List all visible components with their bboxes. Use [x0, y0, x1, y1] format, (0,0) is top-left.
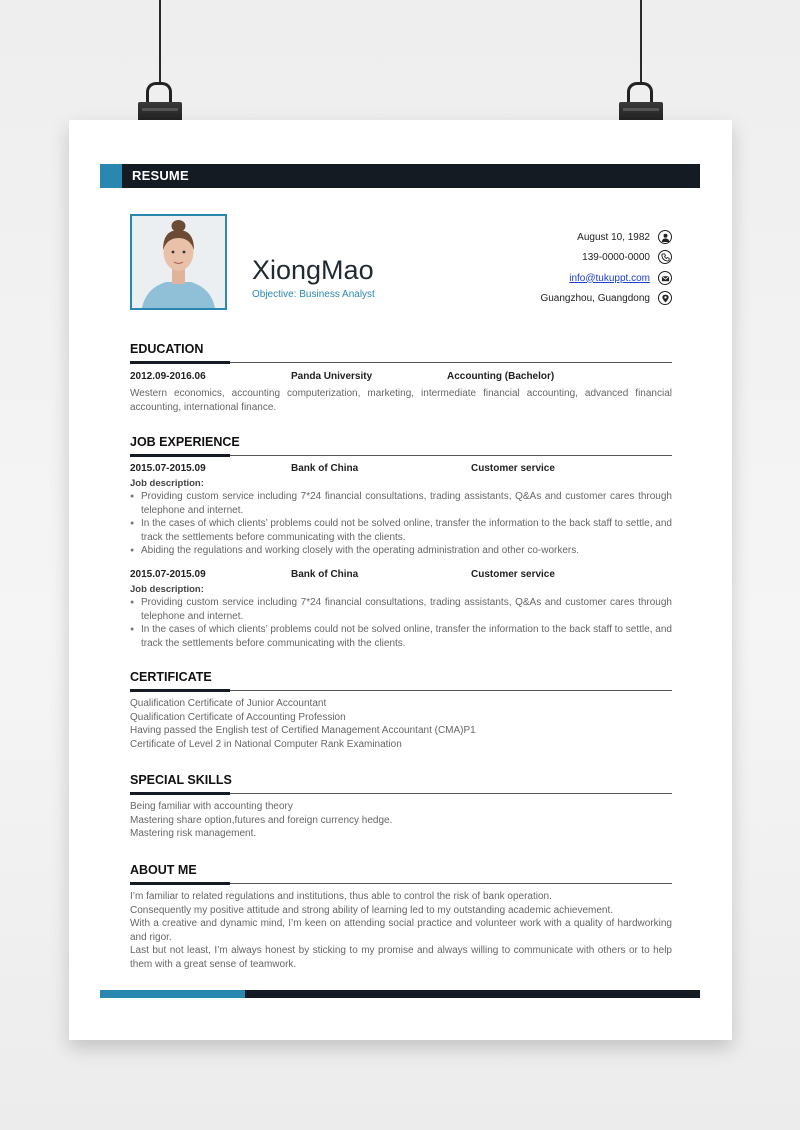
job-company: Bank of China — [291, 463, 359, 474]
education-description: Western economics, accounting computerization, marketing, intermediate financial accounting, advanced financial accounting, international finance. — [130, 388, 672, 413]
resume-paper — [69, 120, 732, 1040]
about-text — [130, 890, 672, 972]
skills-title: SPECIAL SKILLS — [130, 773, 232, 787]
education-period: 2012.09-2016.06 — [130, 371, 206, 382]
resume-header-bar — [100, 164, 700, 188]
contact-phone — [582, 250, 672, 264]
certificate-list — [130, 697, 672, 751]
experience-section — [130, 435, 672, 650]
job-description-label: Job description: — [130, 478, 204, 489]
resume-footer-bar — [100, 990, 700, 998]
job-bullets — [130, 490, 672, 558]
footer-accent — [100, 990, 245, 998]
job-company: Bank of China — [291, 568, 359, 580]
header-accent — [100, 164, 122, 188]
skill-item: Mastering risk management. — [130, 828, 257, 840]
phone-text: 139-0000-0000 — [582, 251, 650, 263]
objective-text: Objective: Business Analyst — [252, 289, 375, 300]
section-divider — [130, 793, 672, 794]
mail-icon — [658, 271, 672, 285]
about-title: ABOUT ME — [130, 863, 197, 877]
job-row — [130, 569, 672, 583]
job-entry — [130, 569, 672, 650]
section-divider — [130, 455, 672, 456]
email-link[interactable]: info@tukuppt.com — [569, 272, 650, 284]
certificate-section — [130, 670, 672, 751]
person-icon — [658, 230, 672, 244]
certificate-item: Having passed the English test of Certified Management Accountant (CMA)P1 — [130, 725, 476, 737]
skill-item: Being familiar with accounting theory — [130, 801, 293, 812]
section-divider — [130, 362, 672, 363]
certificate-item: Certificate of Level 2 in National Computer Rank Examination — [130, 738, 402, 750]
contact-location — [540, 291, 672, 305]
education-school: Panda University — [291, 371, 373, 382]
job-row — [130, 463, 672, 477]
profile-photo — [130, 214, 227, 310]
about-section — [130, 863, 672, 972]
job-bullet: ● Abiding the regulations and working closely with the operating administration and other co-workers. — [130, 544, 672, 558]
about-paragraph: With a creative and dynamic mind, I’m keen on attending social practice and volunteer work with a quality of hardworking and rigor. — [130, 918, 672, 943]
job-bullet: ● Providing custom service including 7*24 financial consultations, trading assistants, Q&As and customer cares through telephone and internet. — [130, 596, 672, 623]
hanging-wire-right — [640, 0, 642, 84]
job-description-label: Job description: — [130, 583, 204, 595]
education-section — [130, 342, 672, 414]
section-divider — [130, 883, 672, 884]
education-row — [130, 371, 672, 385]
resume-title: RESUME — [132, 168, 189, 183]
education-major: Accounting (Bachelor) — [447, 371, 555, 382]
certificate-item: Qualification Certificate of Junior Accountant — [130, 698, 327, 709]
about-paragraph: Last but not least, I’m always honest by sticking to my promise and always willing to communicate with others or to help them with a great sense of teamwork. — [130, 945, 672, 970]
skill-item: Mastering share option,futures and foreign currency hedge. — [130, 814, 393, 826]
birthday-text: August 10, 1982 — [577, 231, 650, 243]
contact-email — [569, 271, 672, 285]
location-text: Guangzhou, Guangdong — [540, 292, 650, 304]
about-paragraph: Consequently my positive attitude and strong ability of learning led to my outstanding academic achievement. — [130, 904, 614, 916]
job-role: Customer service — [471, 463, 555, 474]
job-period: 2015.07-2015.09 — [130, 463, 206, 474]
job-entry — [130, 463, 672, 558]
experience-title: JOB EXPERIENCE — [130, 435, 240, 449]
job-bullet: ● In the cases of which clients’ problems could not be solved online, transfer the information to the back staff to settle, and track the settlements before communicating with the clients. — [130, 517, 672, 544]
job-bullet: ● Providing custom service including 7*24 financial consultations, trading assistants, Q&As and customer cares through telephone and internet. — [130, 490, 672, 517]
skills-section — [130, 773, 672, 841]
phone-icon — [658, 250, 672, 264]
section-divider — [130, 690, 672, 691]
certificate-title: CERTIFICATE — [130, 670, 212, 684]
contact-birthday — [577, 230, 672, 244]
candidate-name: XiongMao — [252, 255, 374, 285]
job-bullets — [130, 596, 672, 650]
education-title: EDUCATION — [130, 342, 204, 356]
job-period: 2015.07-2015.09 — [130, 568, 206, 580]
job-bullet: ● In the cases of which clients’ problems could not be solved online, transfer the information to the back staff to settle, and track the settlements before communicating with the clients. — [130, 623, 672, 650]
certificate-item: Qualification Certificate of Accounting Profession — [130, 711, 346, 723]
hanging-wire-left — [159, 0, 161, 84]
location-pin-icon — [658, 291, 672, 305]
job-role: Customer service — [471, 568, 555, 580]
about-paragraph: I’m familiar to related regulations and institutions, thus able to control the risk of bank operation. — [130, 891, 552, 902]
skills-list — [130, 800, 672, 841]
